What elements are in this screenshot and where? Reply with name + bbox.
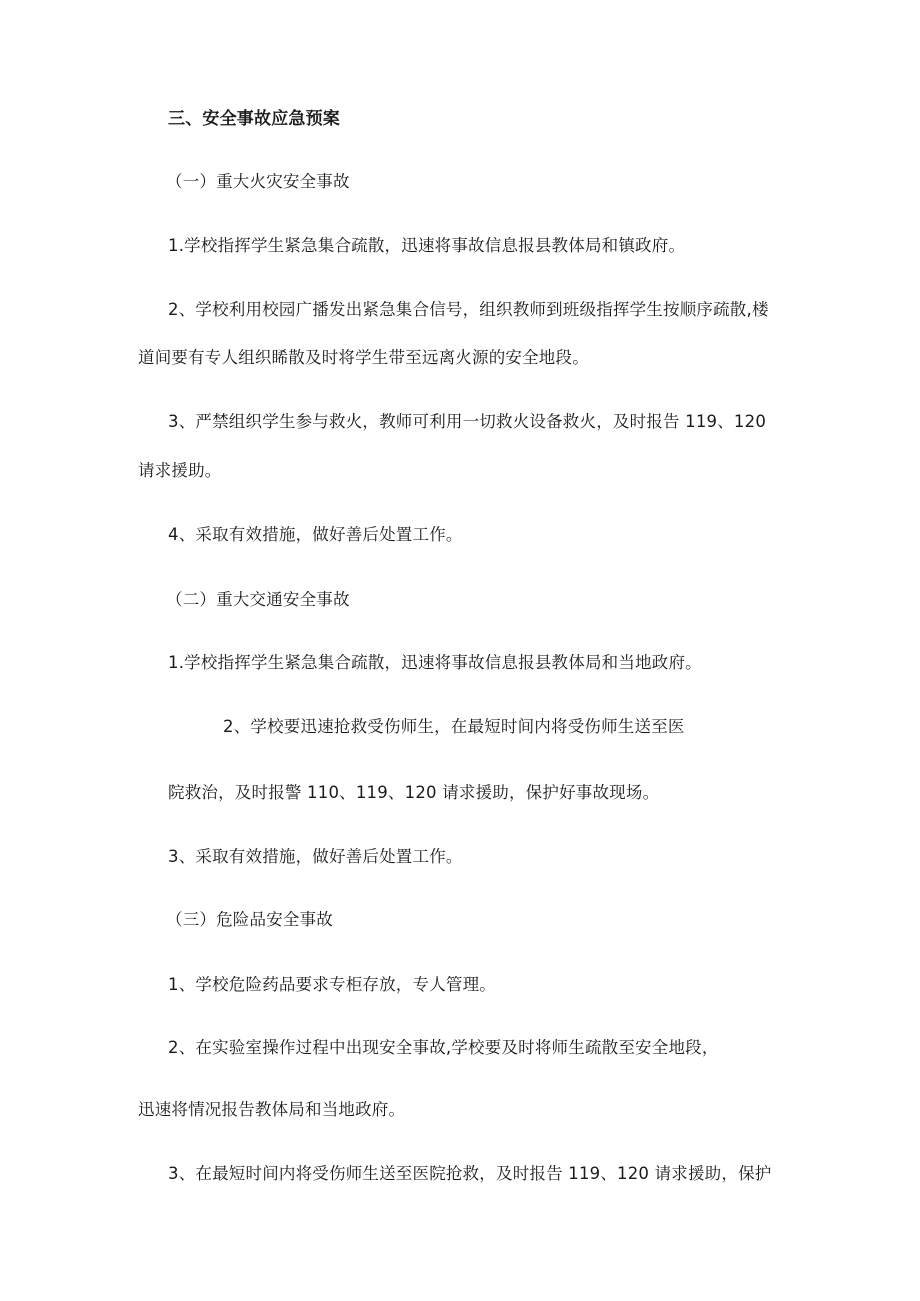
traffic-item-1: 1.学校指挥学生紧急集合疏散，迅速将事故信息报县教体局和当地政府。: [168, 653, 702, 672]
hazardous-item-2-line-1: 2、在实验室操作过程中出现安全事故,学校要及时将师生疏散至安全地段，: [168, 1038, 719, 1057]
fire-item-3-line-2: 请求援助。: [138, 461, 222, 480]
traffic-item-2-line-1: 2、学校要迅速抢救受伤师生，在最短时间内将受伤师生送至医: [223, 717, 685, 736]
traffic-item-3: 3、采取有效措施，做好善后处置工作。: [168, 847, 463, 866]
hazardous-item-2-line-2: 迅速将情况报告教体局和当地政府。: [138, 1100, 406, 1119]
fire-item-2-line-1: 2、学校利用校园广播发出紧急集合信号，组织教师到班级指挥学生按顺序疏散,楼: [168, 300, 769, 319]
subsection-heading-traffic: （二）重大交通安全事故: [166, 590, 350, 609]
hazardous-item-1: 1、学校危险药品要求专柜存放，专人管理。: [168, 975, 496, 994]
subsection-heading-hazardous: （三）危险品安全事故: [166, 910, 333, 929]
fire-item-3-line-1: 3、严禁组织学生参与救火，教师可利用一切救火设备救火，及时报告 119、120: [168, 412, 767, 431]
fire-item-2-line-2: 道间要有专人组织睎散及时将学生带至远离火源的安全地段。: [138, 348, 589, 367]
subsection-heading-fire: （一）重大火灾安全事故: [166, 172, 350, 191]
fire-item-4: 4、采取有效措施，做好善后处置工作。: [168, 525, 463, 544]
traffic-item-2-line-2: 院救治，及时报警 110、119、120 请求援助，保护好事故现场。: [168, 783, 660, 802]
hazardous-item-3-line-1: 3、在最短时间内将受伤师生送至医院抢救，及时报告 119、120 请求援助，保护: [168, 1164, 772, 1183]
fire-item-1: 1.学校指挥学生紧急集合疏散，迅速将事故信息报县教体局和镇政府。: [168, 236, 686, 255]
section-title: 三、安全事故应急预案: [168, 109, 340, 129]
